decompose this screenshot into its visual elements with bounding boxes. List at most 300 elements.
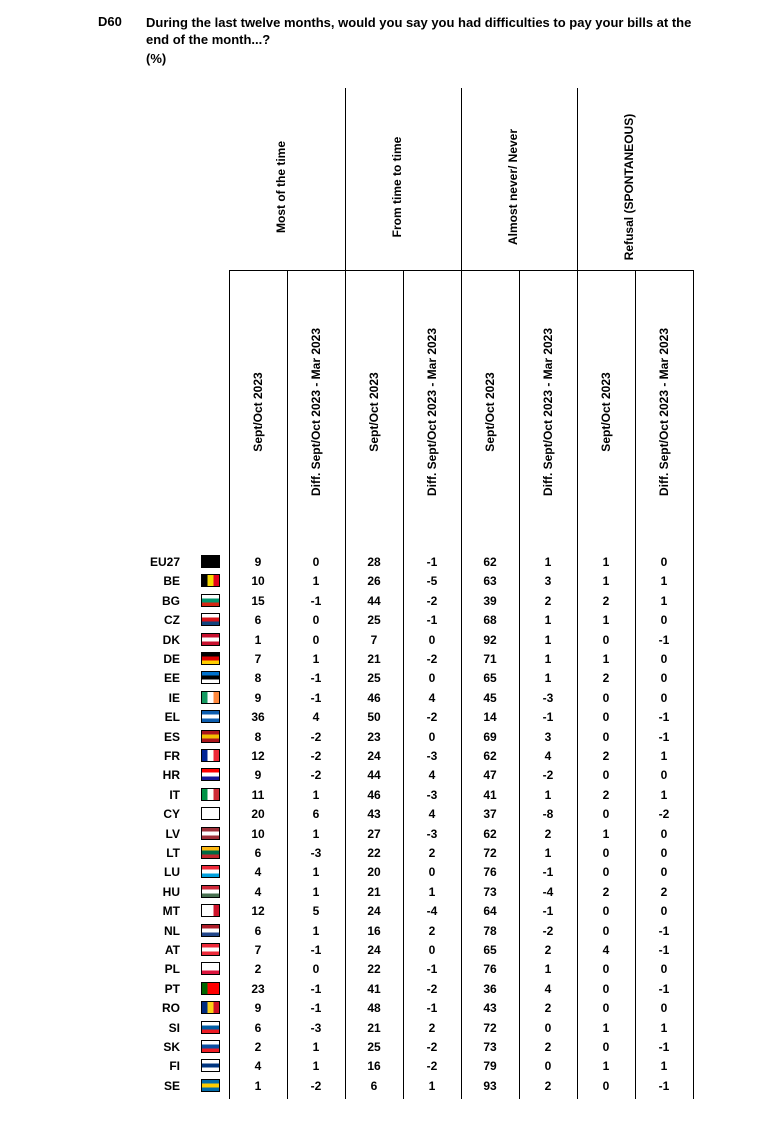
value-cell: 1 [660, 1059, 668, 1074]
question-unit: (%) [146, 51, 167, 66]
value-cell: 6 [254, 923, 262, 938]
column-header-label: Diff. Sept/Oct 2023 - Mar 2023 [309, 327, 323, 496]
value-cell: 0 [660, 904, 668, 919]
column-header-label: Diff. Sept/Oct 2023 - Mar 2023 [657, 327, 671, 496]
value-cell: 28 [367, 555, 381, 569]
value-cell: 1 [312, 1059, 320, 1074]
value-cell: 4 [254, 884, 262, 899]
value-cell: 1 [660, 593, 668, 608]
value-cell: 2 [544, 593, 552, 608]
country-flag-icon [201, 924, 220, 937]
country-flag-icon [201, 691, 220, 704]
value-cell: 0 [660, 826, 668, 841]
value-cell: -2 [426, 1040, 438, 1054]
country-code: ES [163, 729, 180, 744]
country-flag-icon [201, 1079, 220, 1092]
country-code: SI [168, 1020, 180, 1035]
value-cell: 20 [251, 807, 265, 822]
value-cell: 44 [367, 768, 381, 783]
value-cell: 1 [602, 826, 610, 841]
table-row [0, 824, 768, 844]
column-header-label: Sept/Oct 2023 [599, 371, 613, 452]
value-cell: -2 [426, 710, 438, 725]
table-row [0, 610, 768, 630]
table-row [0, 882, 768, 902]
value-cell: 48 [367, 1001, 381, 1016]
value-cell: 25 [367, 613, 381, 628]
value-cell: 76 [483, 865, 497, 880]
value-cell: 76 [483, 962, 497, 977]
value-cell: 41 [483, 787, 497, 802]
value-cell: 7 [370, 632, 378, 647]
value-cell: 4 [254, 1059, 262, 1074]
value-cell: 79 [483, 1059, 497, 1074]
value-cell: 8 [254, 671, 262, 686]
value-cell: 65 [483, 671, 497, 686]
column-header-label: Sept/Oct 2023 [483, 371, 497, 452]
country-code: RO [162, 1001, 180, 1016]
value-cell: 2 [660, 884, 668, 899]
country-code: LT [166, 846, 180, 860]
value-cell: 1 [312, 787, 320, 802]
value-cell: 0 [602, 1001, 610, 1016]
value-cell: 4 [602, 943, 610, 957]
country-code: EE [163, 671, 180, 686]
country-code: PL [164, 962, 180, 977]
value-cell: 0 [602, 962, 610, 977]
value-cell: 4 [428, 807, 436, 822]
value-cell: 46 [367, 787, 381, 802]
value-cell: 2 [602, 884, 610, 899]
value-cell: 7 [254, 943, 262, 957]
value-cell: 0 [602, 923, 610, 938]
value-cell: 23 [367, 729, 381, 744]
table-row [0, 707, 768, 727]
table-row [0, 649, 768, 669]
value-cell: 37 [483, 807, 497, 822]
value-cell: -3 [426, 749, 438, 763]
value-cell: 10 [251, 574, 265, 589]
value-cell: -1 [426, 613, 438, 628]
value-cell: 4 [544, 749, 552, 763]
value-cell: -8 [542, 807, 554, 822]
value-cell: 0 [660, 671, 668, 686]
table-row [0, 785, 768, 805]
value-cell: 0 [312, 632, 320, 647]
value-cell: 0 [660, 1001, 668, 1016]
value-cell: 0 [312, 555, 320, 569]
value-cell: -2 [426, 1059, 438, 1074]
value-cell: -3 [310, 846, 322, 860]
value-cell: 1 [602, 613, 610, 628]
value-cell: -2 [542, 923, 554, 938]
value-cell: -2 [310, 749, 322, 763]
value-cell: 4 [544, 981, 552, 996]
country-flag-icon [201, 1040, 220, 1053]
header-divider [229, 270, 694, 271]
table-row [0, 552, 768, 572]
value-cell: 6 [370, 1078, 378, 1093]
value-cell: -1 [658, 1040, 670, 1054]
country-code: FI [169, 1059, 180, 1074]
table-row [0, 862, 768, 882]
value-cell: 0 [660, 652, 668, 666]
value-cell: 2 [428, 1020, 436, 1035]
value-cell: 4 [428, 690, 436, 705]
country-code: HU [162, 884, 180, 899]
value-cell: 9 [254, 768, 262, 783]
value-cell: 0 [602, 1078, 610, 1093]
value-cell: 1 [602, 574, 610, 589]
value-cell: 2 [602, 749, 610, 763]
value-cell: -1 [310, 593, 322, 608]
value-cell: 27 [367, 826, 381, 841]
value-cell: -1 [542, 865, 554, 880]
value-cell: 2 [428, 923, 436, 938]
table-row [0, 1076, 768, 1096]
value-cell: 0 [602, 904, 610, 919]
country-code: IE [168, 690, 180, 705]
country-code: NL [164, 923, 180, 938]
value-cell: 1 [428, 1078, 436, 1093]
country-code: PT [164, 981, 180, 996]
country-flag-icon [201, 652, 220, 665]
value-cell: 6 [312, 807, 320, 822]
value-cell: -3 [426, 787, 438, 802]
value-cell: 36 [483, 981, 497, 996]
group-header-label: From time to time [390, 136, 405, 238]
value-cell: 1 [602, 652, 610, 666]
value-cell: 0 [602, 632, 610, 647]
value-cell: 0 [660, 962, 668, 977]
value-cell: 92 [483, 632, 497, 647]
table-row [0, 940, 768, 960]
country-flag-icon [201, 943, 220, 956]
value-cell: 6 [254, 613, 262, 628]
value-cell: 11 [251, 787, 265, 802]
value-cell: 1 [544, 613, 552, 628]
value-cell: 0 [544, 1059, 552, 1074]
country-flag-icon [201, 555, 220, 568]
group-header-label: Almost never/ Never [506, 128, 521, 246]
value-cell: -1 [658, 1078, 670, 1093]
value-cell: 5 [312, 904, 320, 919]
value-cell: 0 [602, 768, 610, 783]
country-flag-icon [201, 827, 220, 840]
value-cell: -1 [426, 1001, 438, 1016]
value-cell: 20 [367, 865, 381, 880]
country-code: CY [163, 807, 180, 822]
value-cell: 25 [367, 1040, 381, 1054]
value-cell: 9 [254, 1001, 262, 1016]
value-cell: 2 [254, 1040, 262, 1054]
table-row [0, 591, 768, 611]
value-cell: -1 [658, 981, 670, 996]
value-cell: 1 [544, 555, 552, 569]
country-code: BG [162, 593, 180, 608]
value-cell: 0 [312, 613, 320, 628]
value-cell: 46 [367, 690, 381, 705]
value-cell: 1 [544, 962, 552, 977]
value-cell: -1 [310, 943, 322, 957]
value-cell: 0 [660, 613, 668, 628]
value-cell: -3 [426, 826, 438, 841]
country-flag-icon [201, 730, 220, 743]
value-cell: 1 [312, 826, 320, 841]
value-cell: 0 [428, 729, 436, 744]
value-cell: 62 [483, 749, 497, 763]
value-cell: 12 [251, 749, 265, 763]
value-cell: 22 [367, 846, 381, 860]
value-cell: 0 [660, 768, 668, 783]
table-row [0, 688, 768, 708]
value-cell: 73 [483, 884, 497, 899]
country-flag-icon [201, 904, 220, 917]
country-flag-icon [201, 846, 220, 859]
value-cell: 6 [254, 846, 262, 860]
value-cell: 64 [483, 904, 497, 919]
country-flag-icon [201, 962, 220, 975]
value-cell: 10 [251, 826, 265, 841]
value-cell: 9 [254, 690, 262, 705]
country-flag-icon [201, 982, 220, 995]
value-cell: 44 [367, 593, 381, 608]
country-code: LU [164, 865, 180, 880]
value-cell: 0 [602, 710, 610, 725]
value-cell: 4 [312, 710, 320, 725]
value-cell: -2 [542, 768, 554, 783]
value-cell: 1 [660, 574, 668, 589]
question-text: During the last twelve months, would you say you had difficulties to pay your bills at the end of the month...? [146, 15, 692, 47]
country-flag-icon [201, 633, 220, 646]
country-flag-icon [201, 1059, 220, 1072]
value-cell: 0 [602, 690, 610, 705]
value-cell: 0 [602, 981, 610, 996]
value-cell: -2 [658, 807, 670, 822]
value-cell: 0 [660, 555, 668, 569]
value-cell: -2 [426, 652, 438, 666]
country-flag-icon [201, 788, 220, 801]
value-cell: 65 [483, 943, 497, 957]
table-row [0, 746, 768, 766]
value-cell: 25 [367, 671, 381, 686]
value-cell: 1 [254, 1078, 262, 1093]
value-cell: 2 [602, 671, 610, 686]
value-cell: 23 [251, 981, 265, 996]
value-cell: -2 [310, 768, 322, 783]
country-flag-icon [201, 807, 220, 820]
country-code: IT [169, 787, 180, 802]
value-cell: 1 [544, 632, 552, 647]
value-cell: 16 [367, 923, 381, 938]
table-row [0, 1018, 768, 1038]
country-flag-icon [201, 671, 220, 684]
value-cell: 3 [544, 574, 552, 589]
value-cell: 4 [254, 865, 262, 880]
table-row [0, 765, 768, 785]
country-code: EL [164, 710, 180, 725]
value-cell: 21 [367, 1020, 381, 1035]
value-cell: 43 [483, 1001, 497, 1016]
value-cell: 0 [602, 846, 610, 860]
value-cell: -4 [426, 904, 438, 919]
value-cell: -1 [658, 943, 670, 957]
table-row [0, 630, 768, 650]
table-row [0, 901, 768, 921]
value-cell: -4 [542, 884, 554, 899]
value-cell: 69 [483, 729, 497, 744]
value-cell: 1 [312, 865, 320, 880]
value-cell: 24 [367, 749, 381, 763]
country-flag-icon [201, 613, 220, 626]
value-cell: 62 [483, 555, 497, 569]
question-id: D60 [98, 14, 122, 29]
column-header-label: Sept/Oct 2023 [251, 371, 265, 452]
value-cell: 62 [483, 826, 497, 841]
value-cell: 2 [602, 593, 610, 608]
value-cell: -1 [658, 923, 670, 938]
value-cell: 2 [544, 1001, 552, 1016]
value-cell: 1 [254, 632, 262, 647]
group-header-label: Refusal (SPONTANEOUS) [622, 113, 637, 261]
value-cell: 41 [367, 981, 381, 996]
value-cell: 93 [483, 1078, 497, 1093]
value-cell: -1 [310, 981, 322, 996]
country-code: DE [163, 652, 180, 666]
value-cell: 39 [483, 593, 497, 608]
table-row [0, 843, 768, 863]
value-cell: -1 [542, 710, 554, 725]
value-cell: -1 [310, 1001, 322, 1016]
country-flag-icon [201, 885, 220, 898]
value-cell: 0 [602, 1040, 610, 1054]
value-cell: 1 [602, 1059, 610, 1074]
table-row [0, 1037, 768, 1057]
table-row [0, 571, 768, 591]
value-cell: 2 [602, 787, 610, 802]
value-cell: 2 [428, 846, 436, 860]
value-cell: 78 [483, 923, 497, 938]
value-cell: -5 [426, 574, 438, 589]
value-cell: 0 [544, 1020, 552, 1035]
country-code: SK [163, 1040, 180, 1054]
value-cell: -1 [426, 555, 438, 569]
country-code: MT [162, 904, 180, 919]
value-cell: -1 [310, 690, 322, 705]
group-header-label: Most of the time [274, 141, 289, 233]
value-cell: 14 [483, 710, 497, 725]
value-cell: -2 [426, 981, 438, 996]
country-code: SE [163, 1078, 180, 1093]
value-cell: 73 [483, 1040, 497, 1054]
table-row [0, 998, 768, 1018]
value-cell: 22 [367, 962, 381, 977]
value-cell: 68 [483, 613, 497, 628]
value-cell: 1 [602, 1020, 610, 1035]
table-row [0, 804, 768, 824]
country-code: FR [164, 749, 180, 763]
value-cell: 63 [483, 574, 497, 589]
value-cell: 6 [254, 1020, 262, 1035]
country-flag-icon [201, 768, 220, 781]
value-cell: -3 [542, 690, 554, 705]
value-cell: 1 [602, 555, 610, 569]
value-cell: 1 [660, 749, 668, 763]
value-cell: 0 [428, 943, 436, 957]
country-flag-icon [201, 710, 220, 723]
table-row [0, 727, 768, 747]
country-flag-icon [201, 1001, 220, 1014]
value-cell: -3 [310, 1020, 322, 1035]
country-code: HR [162, 768, 180, 783]
value-cell: -2 [426, 593, 438, 608]
value-cell: 3 [544, 729, 552, 744]
value-cell: 0 [428, 671, 436, 686]
value-cell: 0 [660, 846, 668, 860]
value-cell: -2 [310, 1078, 322, 1093]
value-cell: -1 [658, 729, 670, 744]
value-cell: -1 [426, 962, 438, 977]
value-cell: 21 [367, 884, 381, 899]
value-cell: 9 [254, 555, 262, 569]
value-cell: 0 [428, 865, 436, 880]
country-code: CZ [164, 613, 180, 628]
value-cell: 72 [483, 1020, 497, 1035]
value-cell: 1 [312, 1040, 320, 1054]
value-cell: 0 [602, 807, 610, 822]
value-cell: 21 [367, 652, 381, 666]
value-cell: 1 [660, 787, 668, 802]
value-cell: 1 [312, 652, 320, 666]
value-cell: 0 [660, 865, 668, 880]
value-cell: 0 [660, 690, 668, 705]
table-row [0, 668, 768, 688]
value-cell: 1 [544, 787, 552, 802]
value-cell: 72 [483, 846, 497, 860]
column-header-label: Diff. Sept/Oct 2023 - Mar 2023 [425, 327, 439, 496]
column-header-label: Diff. Sept/Oct 2023 - Mar 2023 [541, 327, 555, 496]
value-cell: 26 [367, 574, 381, 589]
value-cell: -1 [542, 904, 554, 919]
table-row [0, 979, 768, 999]
value-cell: 1 [312, 884, 320, 899]
country-flag-icon [201, 749, 220, 762]
value-cell: 2 [544, 943, 552, 957]
country-flag-icon [201, 594, 220, 607]
country-code: DK [162, 632, 180, 647]
value-cell: 2 [254, 962, 262, 977]
value-cell: 0 [312, 962, 320, 977]
value-cell: 0 [602, 729, 610, 744]
value-cell: 1 [544, 671, 552, 686]
value-cell: 1 [312, 574, 320, 589]
value-cell: 4 [428, 768, 436, 783]
value-cell: 1 [544, 846, 552, 860]
value-cell: 15 [251, 593, 265, 608]
value-cell: 2 [544, 826, 552, 841]
value-cell: 1 [544, 652, 552, 666]
value-cell: -2 [310, 729, 322, 744]
value-cell: 8 [254, 729, 262, 744]
value-cell: -1 [310, 671, 322, 686]
country-flag-icon [201, 574, 220, 587]
value-cell: 1 [312, 923, 320, 938]
column-header-label: Sept/Oct 2023 [367, 371, 381, 452]
value-cell: 36 [251, 710, 265, 725]
table-row [0, 1056, 768, 1076]
country-code: AT [164, 943, 180, 957]
table-row [0, 921, 768, 941]
